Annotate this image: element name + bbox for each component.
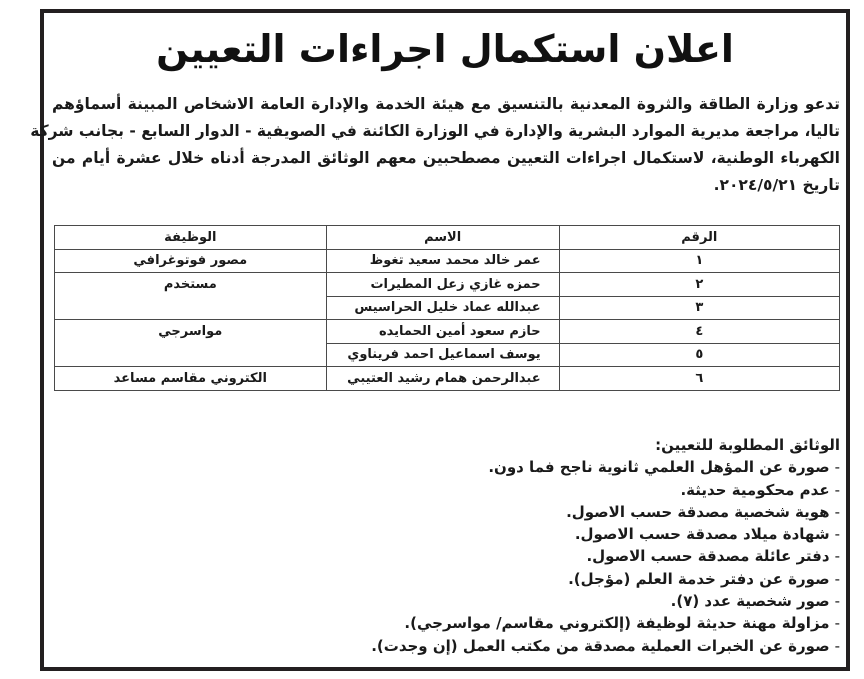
announcement-intro: [30, 91, 840, 199]
row-number: ٦: [559, 367, 839, 391]
row-job: الكتروني مقاسم مساعد: [55, 367, 327, 391]
bullet-dash: -: [834, 458, 840, 477]
row-name: عمر خالد محمد سعيد تغوظ: [326, 249, 559, 273]
row-number: ٣: [559, 296, 839, 320]
bullet-dash: -: [834, 569, 840, 588]
header-name: الاسم: [326, 226, 559, 250]
appointees-table: [54, 225, 840, 391]
table-header-row: [55, 226, 840, 250]
list-item: [371, 590, 840, 612]
bullet-dash: -: [834, 502, 840, 521]
list-item: [371, 456, 840, 478]
intro-line-date: تاريخ ٢٠٢٤/٥/٢١.: [713, 176, 840, 194]
intro-line: الكهرباء الوطنية، لاستكمال اجراءات التعيين مصطحبين معهم الوثائق المدرجة أدناه خلال عشرة أيام من: [52, 149, 840, 167]
row-number: ٤: [559, 320, 839, 344]
row-number: ١: [559, 249, 839, 273]
bullet-dash: -: [834, 592, 840, 611]
row-number: ٥: [559, 343, 839, 367]
document-text: صورة عن دفتر خدمة العلم (مؤجل).: [568, 569, 830, 588]
table-row: [55, 320, 840, 344]
document-text: هوية شخصية مصدقة حسب الاصول.: [566, 502, 830, 521]
list-item: [371, 568, 840, 590]
list-item: [371, 635, 840, 657]
document-text: صور شخصية عدد (٧).: [670, 592, 830, 611]
table-row: [55, 249, 840, 273]
documents-list: [371, 456, 840, 657]
table-row: [55, 367, 840, 391]
header-job: الوظيفة: [55, 226, 327, 250]
intro-line: تاليا، مراجعة مديرية الموارد البشرية والإدارة في الوزارة الكائنة في الصويفية - الدوار السابع - بجانب شركة: [30, 122, 840, 140]
row-name: عبدالله عماد خليل الحراسيس: [326, 296, 559, 320]
list-item: [371, 612, 840, 634]
bullet-dash: -: [834, 480, 840, 499]
row-job: مواسرجي: [55, 320, 327, 367]
list-item: [371, 545, 840, 567]
document-text: صورة عن المؤهل العلمي ثانوية ناجح فما دون.: [488, 458, 830, 477]
row-number: ٢: [559, 273, 839, 297]
table-row: [55, 273, 840, 297]
intro-line: تدعو وزارة الطاقة والثروة المعدنية بالتنسيق مع هيئة الخدمة والإدارة العامة الاشخاص المبينة أسماؤهم: [52, 95, 840, 113]
list-item: [371, 501, 840, 523]
row-name: يوسف اسماعيل احمد فريناوي: [326, 343, 559, 367]
row-name: حازم سعود أمين الحمايده: [326, 320, 559, 344]
announcement-title: اعلان استكمال اجراءات التعيين: [156, 27, 734, 71]
header-number: الرقم: [559, 226, 839, 250]
announcement-frame: [30, 9, 850, 671]
document-text: مزاولة مهنة حديثة لوظيفة (إلكتروني مقاسم/ مواسرجي).: [404, 614, 830, 633]
row-name: حمزه غازي زعل المطيرات: [326, 273, 559, 297]
row-job: مصور فوتوغرافي: [55, 249, 327, 273]
bullet-dash: -: [834, 547, 840, 566]
document-text: شهادة ميلاد مصدقة حسب الاصول.: [574, 525, 830, 544]
row-name: عبدالرحمن همام رشيد العتيبي: [326, 367, 559, 391]
list-item: [371, 479, 840, 501]
required-documents: [371, 434, 840, 657]
row-job: مستخدم: [55, 273, 327, 320]
document-text: دفتر عائلة مصدقة حسب الاصول.: [586, 547, 830, 566]
document-text: عدم محكومية حديثة.: [680, 480, 830, 499]
list-item: [371, 523, 840, 545]
document-text: صورة عن الخبرات العملية مصدقة من مكتب العمل (إن وجدت).: [371, 636, 830, 655]
bullet-dash: -: [834, 525, 840, 544]
documents-title: الوثائق المطلوبة للتعيين:: [655, 436, 840, 454]
bullet-dash: -: [834, 636, 840, 655]
bullet-dash: -: [834, 614, 840, 633]
